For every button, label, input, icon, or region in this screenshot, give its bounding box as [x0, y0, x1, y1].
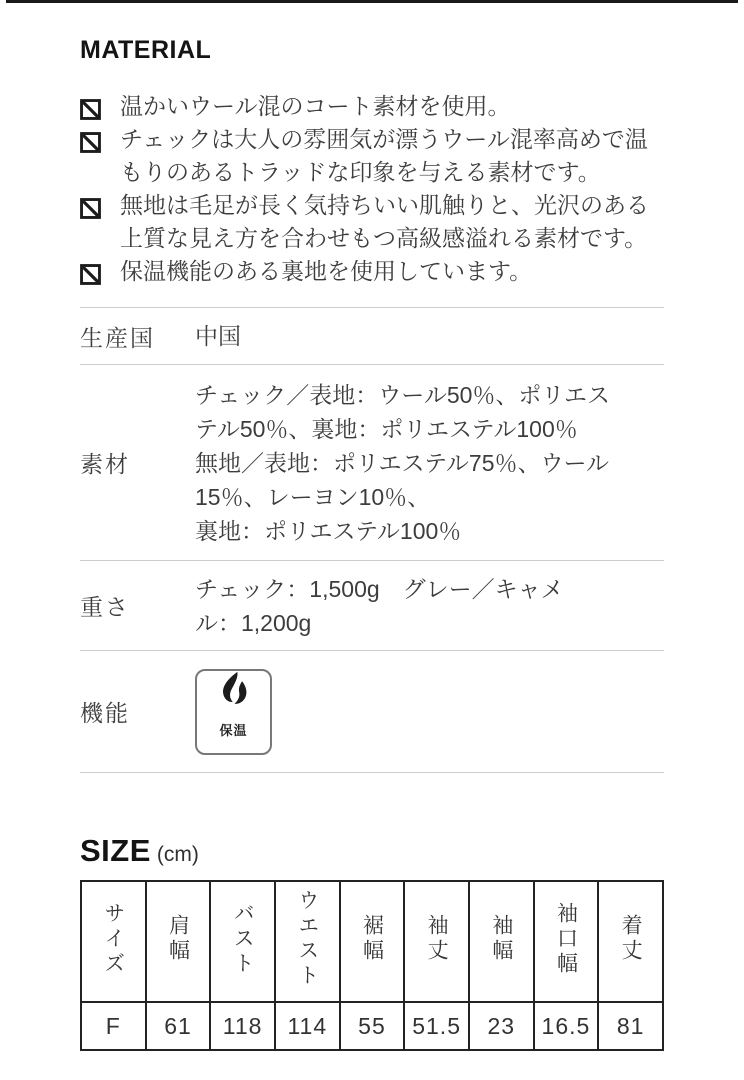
size-column-header: バスト	[210, 881, 275, 1002]
material-note: チェックは大人の雰囲気が漂うウール混率高めで温もりのあるトラッドな印象を与える素材です。	[120, 126, 648, 185]
checkbox-diagonal-icon	[80, 195, 101, 216]
size-unit-label: (cm)	[156, 843, 199, 866]
size-value-cell: 23	[469, 1002, 534, 1050]
size-value-cell: 51.5	[404, 1002, 469, 1050]
size-header-row	[81, 881, 663, 1002]
size-value-row	[81, 1002, 663, 1050]
spec-value: 中国	[195, 323, 241, 349]
material-note: 無地は毛足が長く気持ちいい肌触りと、光沢のある上質な見え方を合わせもつ高級感溢れる素材です。	[120, 192, 649, 251]
size-value-cell: 114	[275, 1002, 340, 1050]
fabric-line: チェック／表地：ウール50％、ポリエス	[195, 381, 610, 408]
fabric-line: 無地／表地：ポリエステル75％、ウール	[195, 449, 610, 476]
fabric-line: 裏地：ポリエステル100％	[195, 517, 462, 544]
heat-retention-flame-icon	[213, 671, 255, 712]
checkbox-diagonal-icon	[80, 96, 101, 117]
list-item	[80, 123, 664, 189]
size-value-cell: 81	[598, 1002, 663, 1050]
size-column-header: 裾幅	[340, 881, 405, 1002]
size-value-cell: F	[81, 1002, 146, 1050]
spec-table	[80, 307, 664, 773]
size-column-header: 袖丈	[404, 881, 469, 1002]
spec-label: 素材	[80, 451, 130, 477]
badge-label: 保温	[219, 722, 248, 738]
size-column-header: サイズ	[81, 881, 146, 1002]
spec-row-fabric	[80, 364, 664, 560]
size-value-cell: 118	[210, 1002, 275, 1050]
size-column-header: 袖口幅	[534, 881, 599, 1002]
top-divider	[6, 0, 738, 3]
material-section	[80, 34, 664, 288]
spec-label: 機能	[80, 700, 130, 726]
spec-value	[195, 572, 564, 640]
list-item	[80, 189, 664, 255]
size-heading: SIZE	[80, 833, 151, 868]
material-bullet-list	[80, 90, 664, 288]
size-section	[80, 833, 664, 1051]
list-item	[80, 255, 664, 288]
fabric-line: 15％、レーヨン10％、	[195, 483, 431, 510]
size-value-cell: 61	[146, 1002, 211, 1050]
size-table	[80, 880, 664, 1051]
spec-row-function	[80, 650, 664, 773]
size-value-cell: 55	[340, 1002, 405, 1050]
spec-row-weight	[80, 560, 664, 650]
spec-value	[195, 378, 610, 548]
material-note: 温かいウール混のコート素材を使用。	[120, 93, 511, 119]
material-heading: MATERIAL	[80, 36, 212, 64]
weight-line: チェック：1,500g グレー／キャメ	[195, 575, 564, 602]
spec-label: 生産国	[80, 324, 155, 351]
checkbox-diagonal-icon	[80, 261, 101, 282]
heat-retention-badge	[195, 669, 272, 755]
size-column-header: 着丈	[598, 881, 663, 1002]
material-note: 保温機能のある裏地を使用しています。	[120, 258, 533, 284]
size-heading-row	[80, 833, 664, 869]
weight-line: ル：1,200g	[195, 609, 312, 636]
size-column-header: 肩幅	[146, 881, 211, 1002]
checkbox-diagonal-icon	[80, 129, 101, 150]
spec-value	[195, 669, 272, 755]
size-column-header: ウエスト	[275, 881, 340, 1002]
size-value-cell: 16.5	[534, 1002, 599, 1050]
size-column-header: 袖幅	[469, 881, 534, 1002]
spec-row-country	[80, 307, 664, 364]
fabric-line: テル50％、裏地：ポリエステル100％	[195, 415, 578, 442]
list-item	[80, 90, 664, 123]
spec-label: 重さ	[80, 594, 130, 620]
